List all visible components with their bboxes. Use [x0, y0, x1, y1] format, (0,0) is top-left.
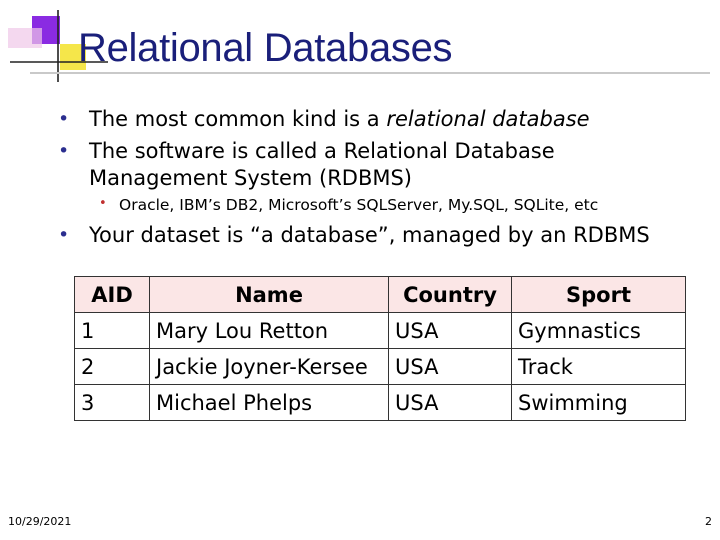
bullet-text: Management System (RDBMS): [89, 166, 412, 190]
table-row: [75, 385, 686, 421]
bullet-text: The software is called a Relational Database: [89, 139, 555, 163]
cell-country: USA: [389, 385, 512, 421]
cell-country: USA: [389, 349, 512, 385]
cell-sport: Track: [512, 349, 686, 385]
bullet-item: [58, 137, 555, 166]
table-row: [75, 349, 686, 385]
bullet-text: The most common kind is a: [89, 107, 387, 131]
bullet-dot-icon: •: [58, 108, 70, 130]
slide-title: Relational Databases: [78, 26, 453, 70]
column-header-aid: AID: [75, 277, 150, 313]
cell-aid: 2: [75, 349, 150, 385]
column-header-country: Country: [389, 277, 512, 313]
bullet-italic-text: relational database: [386, 107, 590, 131]
sub-bullet-item: [99, 194, 599, 216]
cell-aid: 3: [75, 385, 150, 421]
cell-name: Jackie Joyner-Kersee: [150, 349, 389, 385]
cell-sport: Gymnastics: [512, 313, 686, 349]
cell-name: Mary Lou Retton: [150, 313, 389, 349]
cell-name: Michael Phelps: [150, 385, 389, 421]
sub-bullet-dot-icon: •: [99, 196, 107, 211]
bullet-item-continuation: [89, 164, 412, 193]
sub-bullet-text: Oracle, IBM’s DB2, Microsoft’s SQLServer, My.SQL, SQLite, etc: [119, 196, 599, 214]
bullet-dot-icon: •: [58, 224, 70, 246]
bullet-item: [58, 105, 590, 134]
footer-date: 10/29/2021: [8, 515, 72, 528]
bullet-dot-icon: •: [58, 140, 70, 162]
title-divider: [30, 72, 710, 74]
bullet-item: [58, 221, 650, 250]
cell-aid: 1: [75, 313, 150, 349]
cell-sport: Swimming: [512, 385, 686, 421]
column-header-name: Name: [150, 277, 389, 313]
column-header-sport: Sport: [512, 277, 686, 313]
bullet-text: Your dataset is “a database”, managed by an RDBMS: [89, 223, 650, 247]
table-header-row: [75, 277, 686, 313]
cell-country: USA: [389, 313, 512, 349]
table-row: [75, 313, 686, 349]
athletes-table: [74, 276, 686, 421]
page-number: 2: [705, 515, 712, 528]
